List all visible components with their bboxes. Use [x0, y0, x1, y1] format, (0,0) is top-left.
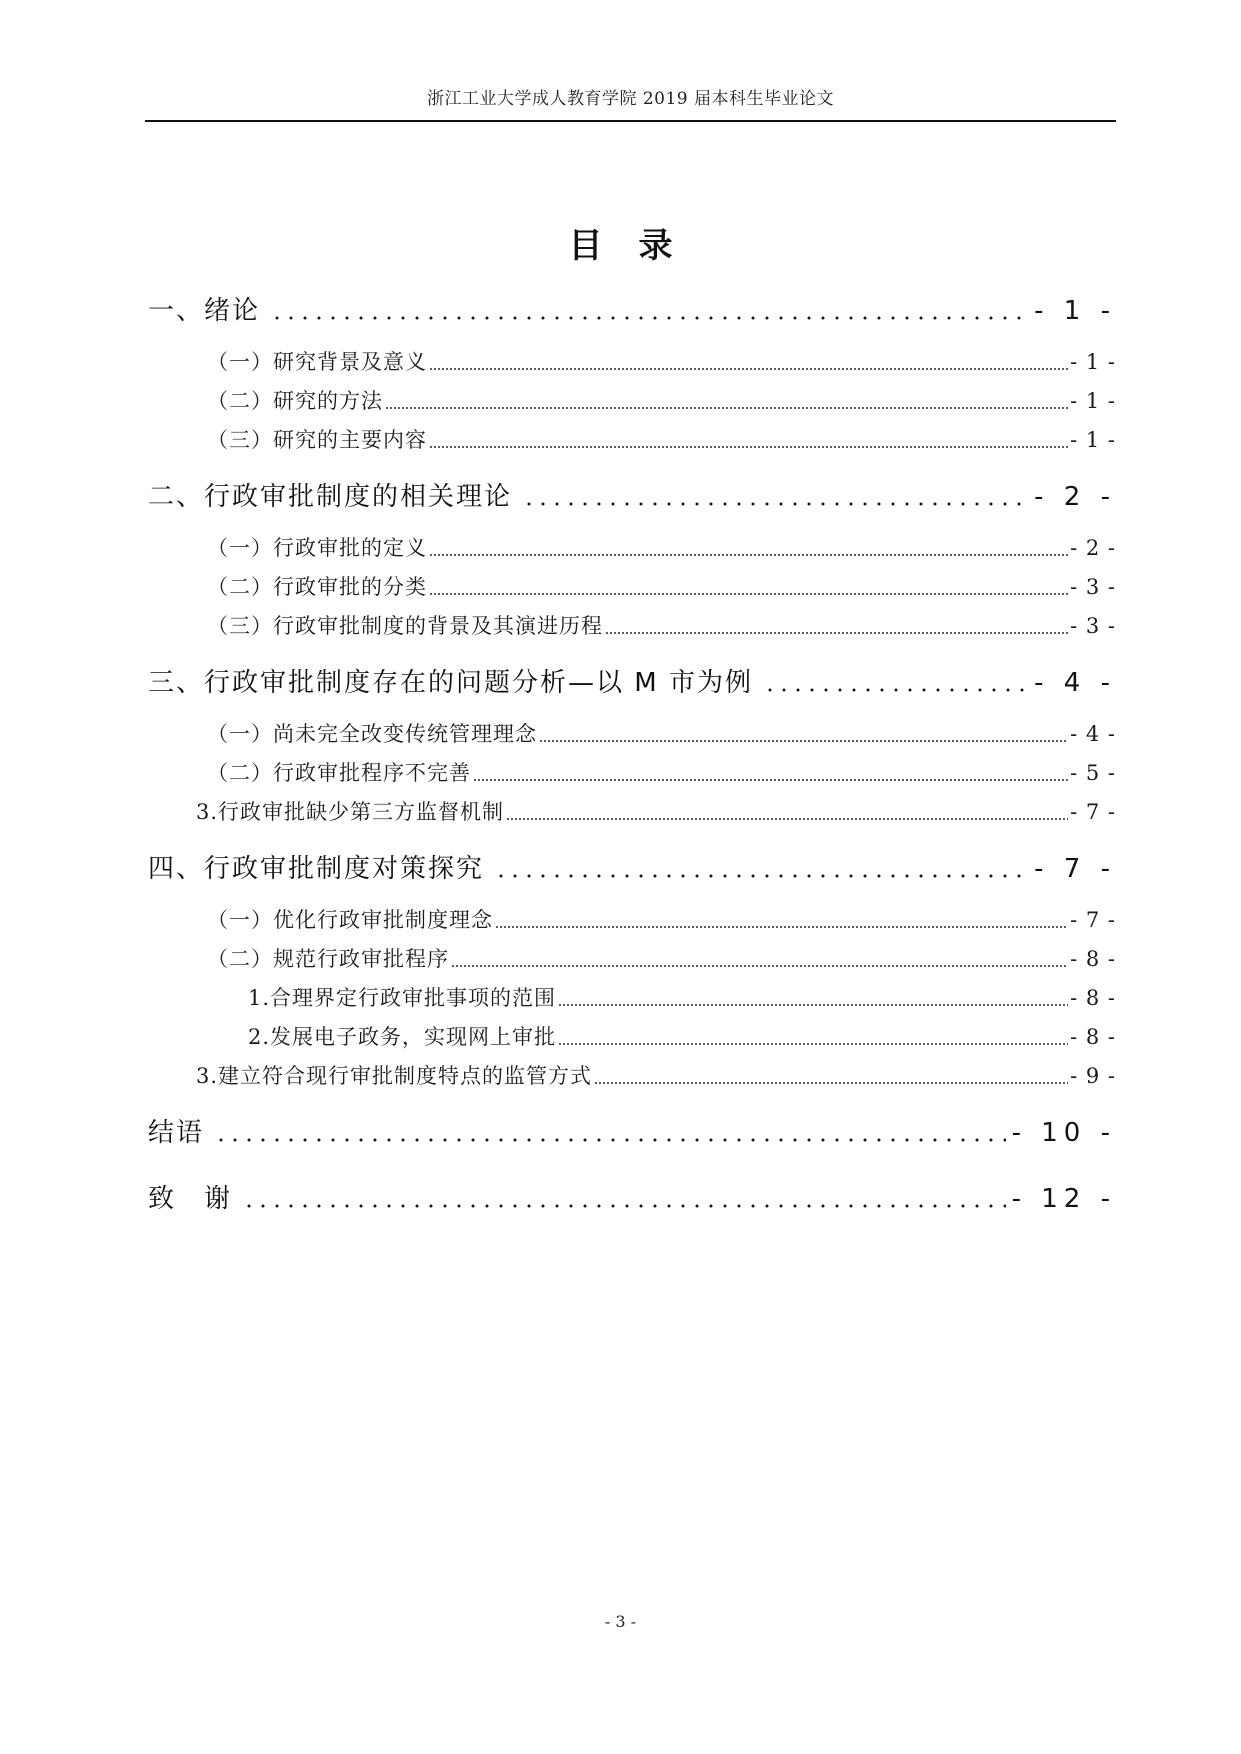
toc-entry-label: 三、行政审批制度存在的问题分析—以 M 市为例	[148, 668, 753, 698]
toc-entry-label: 结语	[148, 1118, 205, 1148]
toc-entry-section-3-2[interactable]	[207, 757, 1116, 787]
dot-leader	[558, 1042, 1068, 1046]
toc-entry-label: 1.合理界定行政审批事项的范围	[248, 986, 557, 1010]
toc-entry-section-2-3[interactable]	[207, 610, 1116, 640]
toc-entry-acknowledgement[interactable]	[148, 1178, 1116, 1215]
toc-entry-page: - 1 -	[1034, 296, 1116, 326]
toc-entry-page: - 7 -	[1070, 908, 1116, 932]
toc-title: 目录	[568, 226, 709, 266]
toc-entry-page: - 4 -	[1070, 722, 1116, 746]
toc-entry-label: 四、行政审批制度对策探究	[148, 854, 485, 884]
dot-leader	[605, 631, 1068, 635]
toc-entry-label: （一）研究背景及意义	[207, 350, 427, 374]
toc-entry-section-1-3[interactable]	[207, 424, 1116, 454]
toc-entry-page: - 1 -	[1070, 350, 1116, 374]
dot-leader	[429, 592, 1068, 596]
dot-leader	[429, 553, 1068, 557]
toc-entry-page: - 5 -	[1070, 761, 1116, 785]
toc-entry-subsection-4-2-2[interactable]	[248, 1021, 1116, 1051]
toc-entry-section-3-3[interactable]	[196, 796, 1116, 826]
toc-entry-label: （一）行政审批的定义	[207, 536, 427, 560]
toc-entry-page: - 1 -	[1070, 428, 1116, 452]
toc-entry-label: （二）行政审批的分类	[207, 575, 427, 599]
toc-entry-section-1-1[interactable]	[207, 346, 1116, 376]
toc-entry-page: - 8 -	[1070, 1025, 1116, 1049]
toc-entry-label: （一）尚未完全改变传统管理理念	[207, 722, 537, 746]
toc-entry-chapter-1[interactable]	[148, 290, 1116, 327]
toc-entry-section-3-1[interactable]	[207, 718, 1116, 748]
toc-entry-label: （二）研究的方法	[207, 389, 383, 413]
dot-leader	[594, 1081, 1068, 1085]
dot-leader	[451, 964, 1068, 968]
dot-leader	[385, 406, 1068, 410]
toc-entry-section-4-3[interactable]	[196, 1060, 1116, 1090]
toc-entry-chapter-4[interactable]	[148, 848, 1116, 885]
toc-entry-section-4-1[interactable]	[207, 904, 1116, 934]
toc-entry-page: - 2 -	[1034, 482, 1116, 512]
dot-leader	[506, 817, 1068, 821]
dot-leader	[270, 315, 1028, 321]
toc-entry-page: - 8 -	[1070, 947, 1116, 971]
toc-entry-section-1-2[interactable]	[207, 385, 1116, 415]
toc-entry-label: （二）规范行政审批程序	[207, 947, 449, 971]
toc-entry-page: - 1 -	[1070, 389, 1116, 413]
dot-leader	[242, 1203, 1006, 1209]
toc-entry-label: 2.发展电子政务，实现网上审批	[248, 1025, 557, 1049]
toc-entry-page: - 12 -	[1011, 1184, 1116, 1214]
toc-entry-label: 二、行政审批制度的相关理论	[148, 482, 513, 512]
dot-leader	[214, 1137, 1006, 1143]
toc-entry-label: （三）行政审批制度的背景及其演进历程	[207, 614, 603, 638]
toc-entry-label: （一）优化行政审批制度理念	[207, 908, 493, 932]
toc-entry-section-2-1[interactable]	[207, 532, 1116, 562]
dot-leader	[494, 873, 1028, 879]
dot-leader	[763, 687, 1028, 693]
toc-entry-page: - 8 -	[1070, 986, 1116, 1010]
toc-entry-subsection-4-2-1[interactable]	[248, 982, 1116, 1012]
toc-entry-page: - 3 -	[1070, 614, 1116, 638]
toc-entry-section-2-2[interactable]	[207, 571, 1116, 601]
dot-leader	[473, 778, 1068, 782]
dot-leader	[429, 367, 1068, 371]
toc-entry-page: - 3 -	[1070, 575, 1116, 599]
toc-entry-conclusion[interactable]	[148, 1112, 1116, 1149]
toc-entry-section-4-2[interactable]	[207, 943, 1116, 973]
toc-entry-label: （二）行政审批程序不完善	[207, 761, 471, 785]
toc-entry-label: 3.建立符合现行审批制度特点的监管方式	[196, 1064, 593, 1088]
page-number: - 3 -	[604, 1612, 637, 1631]
dot-leader	[539, 739, 1068, 743]
dot-leader	[558, 1003, 1068, 1007]
dot-leader	[522, 501, 1028, 507]
header-rule	[145, 120, 1116, 122]
running-header: 浙江工业大学成人教育学院 2019 届本科生毕业论文	[426, 89, 835, 109]
toc-entry-chapter-3[interactable]	[148, 662, 1116, 699]
toc-entry-label: 致 谢	[148, 1184, 233, 1214]
toc-entry-page: - 4 -	[1034, 668, 1116, 698]
toc-entry-page: - 9 -	[1070, 1064, 1116, 1088]
toc-entry-page: - 7 -	[1070, 800, 1116, 824]
toc-entry-page: - 10 -	[1011, 1118, 1116, 1148]
dot-leader	[495, 925, 1068, 929]
toc-entry-label: 一、绪论	[148, 296, 261, 326]
toc-entry-page: - 2 -	[1070, 536, 1116, 560]
toc-entry-label: 3.行政审批缺少第三方监督机制	[196, 800, 505, 824]
toc-entry-label: （三）研究的主要内容	[207, 428, 427, 452]
toc-entry-chapter-2[interactable]	[148, 476, 1116, 513]
dot-leader	[429, 445, 1068, 449]
toc-entry-page: - 7 -	[1034, 854, 1116, 884]
